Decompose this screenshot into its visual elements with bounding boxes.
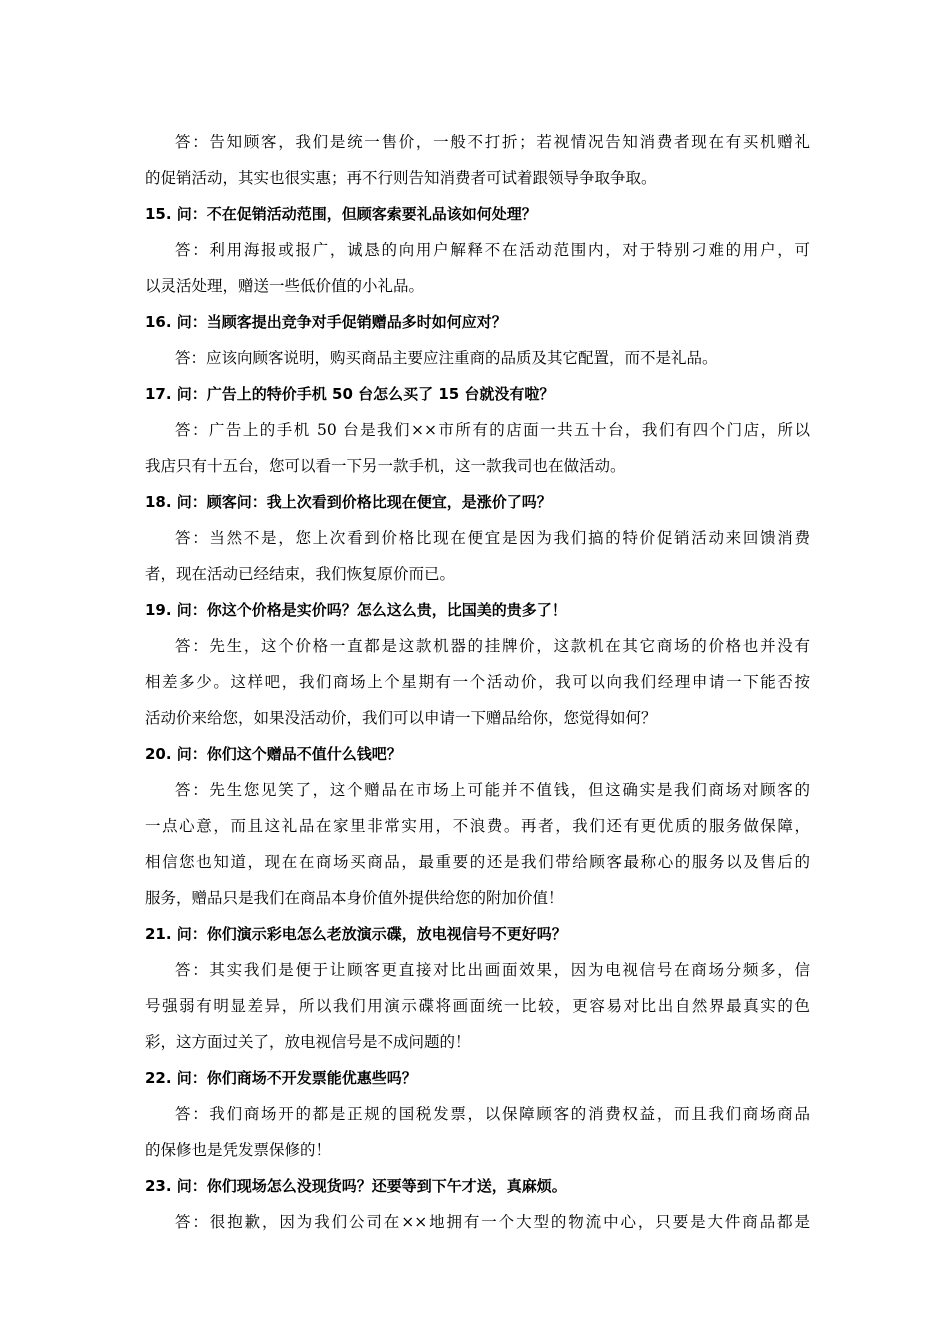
answer-line: 答：很抱歉，因为我们公司在××地拥有一个大型的物流中心，只要是大件商品都是 [175,1213,810,1231]
answer-line: 彩，这方面过关了，放电视信号是不成问题的！ [145,1033,471,1051]
question-line: 19. 问：你这个价格是实价吗？怎么这么贵，比国美的贵多了！ [145,601,567,619]
question-line: 16. 问：当顾客提出竞争对手促销赠品多时如何应对？ [145,313,507,331]
answer-line: 的保修也是凭发票保修的！ [145,1141,332,1159]
answer-line: 答：应该向顾客说明，购买商品主要应注重商的品质及其它配置，而不是礼品。 [175,349,718,367]
answer-line: 答：利用海报或报广，诚恳的向用户解释不在活动范围内，对于特别刁难的用户，可 [175,241,810,259]
question-line: 22. 问：你们商场不开发票能优惠些吗？ [145,1069,417,1087]
question-line: 20. 问：你们这个赠品不值什么钱吧？ [145,745,402,763]
answer-line: 相信您也知道，现在在商场买商品，最重要的还是我们带给顾客最称心的服务以及售后的 [145,853,810,871]
answer-line: 者，现在活动已经结束，我们恢复原价而已。 [145,565,456,583]
question-line: 17. 问：广告上的特价手机 50 台怎么买了 15 台就没有啦？ [145,385,555,403]
answer-line: 答：先生您见笑了，这个赠品在市场上可能并不值钱，但这确实是我们商场对顾客的 [175,781,810,799]
answer-line: 答：广告上的手机 50 台是我们××市所有的店面一共五十台，我们有四个门店，所以 [175,421,810,439]
answer-line: 答：当然不是，您上次看到价格比现在便宜是因为我们搞的特价促销活动来回馈消费 [175,529,810,547]
qa-text-body [145,124,810,1240]
answer-line: 答：其实我们是便于让顾客更直接对比出画面效果，因为电视信号在商场分频多，信 [175,961,810,979]
answer-line: 号强弱有明显差异，所以我们用演示碟将画面统一比较，更容易对比出自然界最真实的色 [145,997,810,1015]
answer-line: 我店只有十五台，您可以看一下另一款手机，这一款我司也在做活动。 [145,457,626,475]
answer-line: 相差多少。这样吧，我们商场上个星期有一个活动价，我可以向我们经理申请一下能否按 [145,673,810,691]
answer-line: 的促销活动，其实也很实惠；再不行则告知消费者可试着跟领导争取争取。 [145,169,657,187]
answer-line: 活动价来给您，如果没活动价，我们可以申请一下赠品给你，您觉得如何？ [145,709,657,727]
question-line: 21. 问：你们演示彩电怎么老放演示碟，放电视信号不更好吗？ [145,925,567,943]
answer-line: 答：告知顾客，我们是统一售价，一般不打折；若视情况告知消费者现在有买机赠礼 [175,133,810,151]
answer-line: 答：先生，这个价格一直都是这款机器的挂牌价，这款机在其它商场的价格也并没有 [175,637,810,655]
question-line: 18. 问：顾客问：我上次看到价格比现在便宜，是涨价了吗？ [145,493,552,511]
answer-line: 服务，赠品只是我们在商品本身价值外提供给您的附加价值！ [145,889,564,907]
answer-line: 以灵活处理，赠送一些低价值的小礼品。 [145,277,425,295]
question-line: 23. 问：你们现场怎么没现货吗？还要等到下午才送，真麻烦。 [145,1177,567,1195]
question-line: 15. 问：不在促销活动范围，但顾客索要礼品该如何处理？ [145,205,537,223]
answer-line: 一点心意，而且这礼品在家里非常实用，不浪费。再者，我们还有更优质的服务做保障， [145,817,810,835]
answer-line: 答：我们商场开的都是正规的国税发票，以保障顾客的消费权益，而且我们商场商品 [175,1105,810,1123]
